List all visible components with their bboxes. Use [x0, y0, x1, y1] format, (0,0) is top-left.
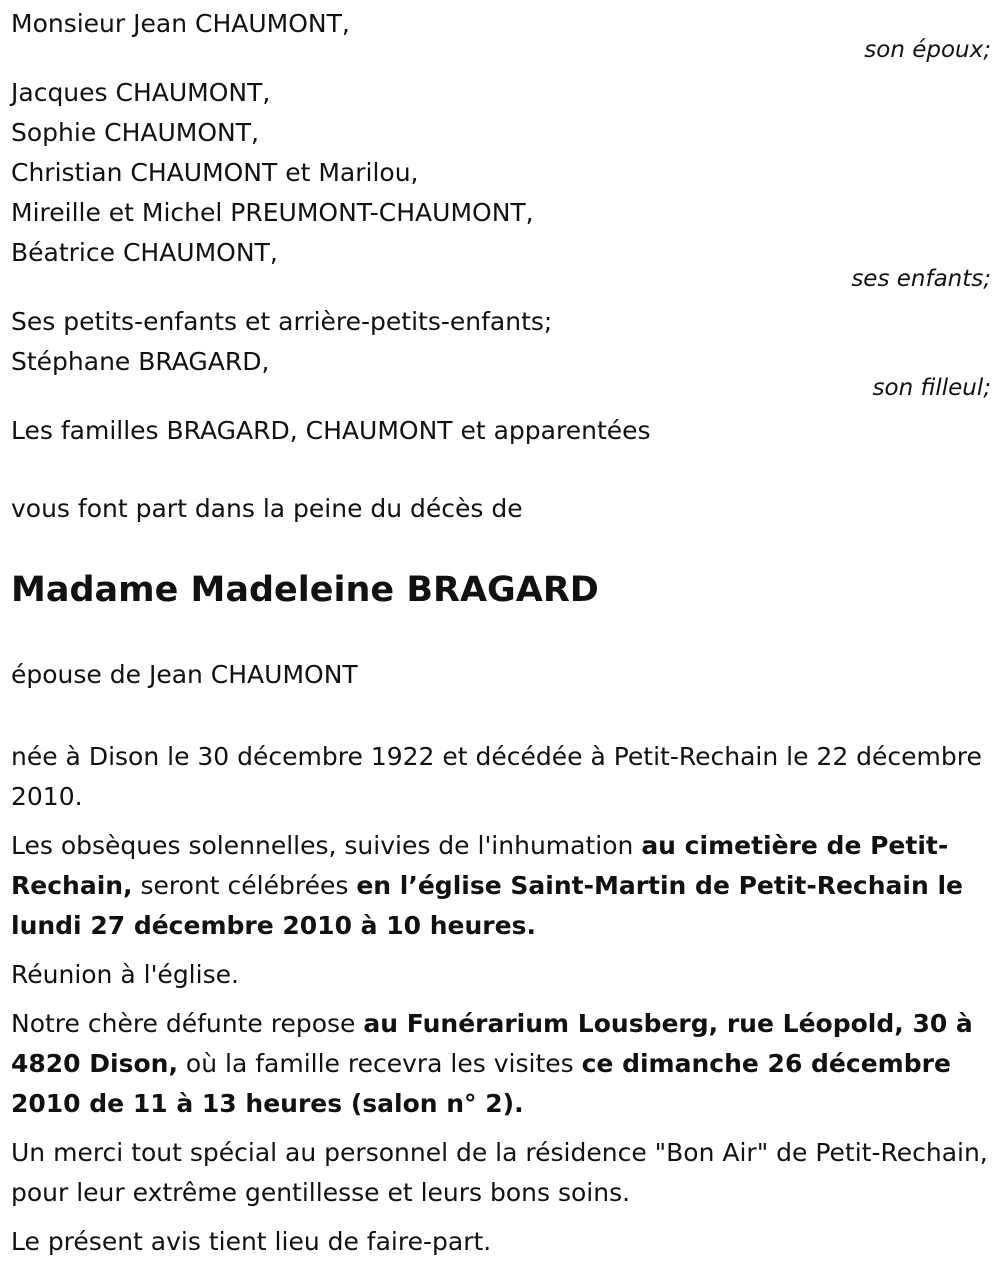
repose-paragraph [11, 1004, 991, 1124]
child-name: Sophie CHAUMONT, [11, 118, 259, 147]
godson-role: son filleul; [872, 375, 991, 401]
deceased-name: Madame Madeleine BRAGARD [11, 570, 599, 610]
cemetery-place: au cimetière de Petit-Rechain, [11, 831, 949, 900]
children-role: ses enfants; [851, 266, 991, 292]
church-service: en l’église Saint-Martin de Petit-Rechain le lundi 27 décembre 2010 à 10 heures. [11, 871, 964, 940]
husband-name: Monsieur Jean CHAUMONT, [11, 9, 350, 38]
repose-middle: où la famille recevra les visites [177, 1049, 582, 1078]
birth-death-paragraph: née à Dison le 30 décembre 1922 et décédée à Petit-Rechain le 22 décembre 2010. [11, 742, 982, 811]
obituary-notice [11, 4, 991, 1262]
repose-intro: Notre chère défunte repose [11, 1009, 364, 1038]
child-name: Mireille et Michel PREUMONT-CHAUMONT, [11, 198, 534, 227]
spouse-line: épouse de Jean CHAUMONT [11, 660, 358, 689]
child-name: Christian CHAUMONT et Marilou, [11, 158, 419, 187]
husband-role: son époux; [864, 37, 991, 63]
visiting-hours: ce dimanche 26 décembre 2010 de 11 à 13 heures (salon n° 2). [11, 1049, 951, 1118]
grandchildren-line: Ses petits-enfants et arrière-petits-enfants; [11, 307, 553, 336]
announcement-line: vous font part dans la peine du décès de [11, 494, 523, 523]
child-name: Béatrice CHAUMONT, [11, 238, 278, 267]
thanks-paragraph: Un merci tout spécial au personnel de la résidence "Bon Air" de Petit-Rechain, pour leur extrême gentillesse et leurs bons soins. [11, 1138, 988, 1207]
families-line: Les familles BRAGARD, CHAUMONT et apparentées [11, 416, 651, 445]
child-name: Jacques CHAUMONT, [11, 78, 271, 107]
funerarium-address: au Funérarium Lousberg, rue Léopold, 30 à 4820 Dison, [11, 1009, 973, 1078]
children-list [11, 73, 991, 273]
funeral-intro: Les obsèques solennelles, suivies de l'inhumation [11, 831, 642, 860]
funeral-middle: seront célébrées [132, 871, 357, 900]
reunion-paragraph: Réunion à l'église. [11, 960, 239, 989]
closing-paragraph: Le présent avis tient lieu de faire-part. [11, 1227, 492, 1256]
godson-name: Stéphane BRAGARD, [11, 347, 270, 376]
funeral-paragraph [11, 826, 991, 946]
